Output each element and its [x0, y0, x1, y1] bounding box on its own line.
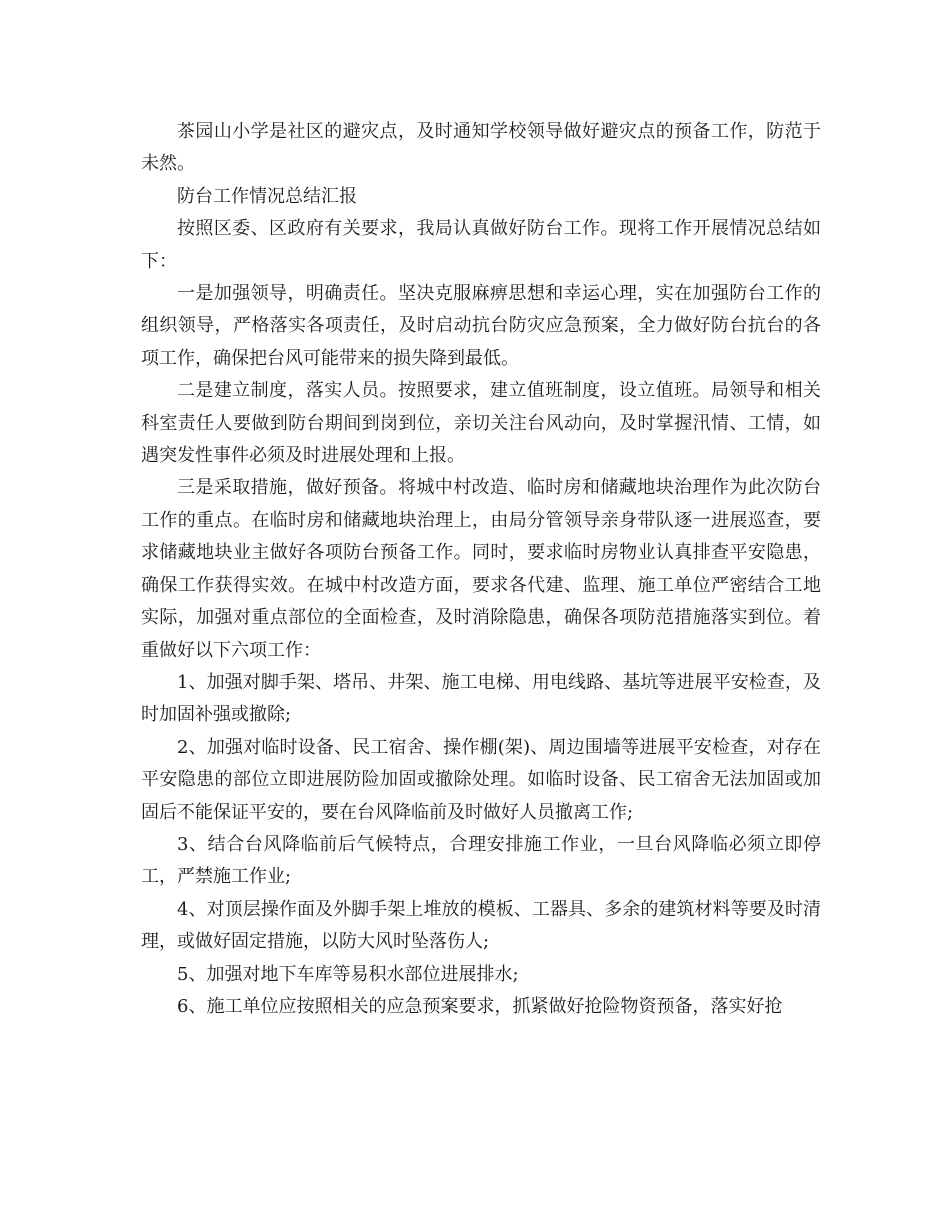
document-body [141, 116, 821, 1023]
list-item-1: 1、加强对脚手架、塔吊、井架、施工电梯、用电线路、基坑等进展平安检查，及时加固补强或撤除; [141, 671, 821, 726]
list-item-3: 3、结合台风降临前后气候特点，合理安排施工作业，一旦台风降临必须立即停工，严禁施工作业; [141, 833, 821, 888]
list-item-2: 2、加强对临时设备、民工宿舍、操作棚(架)、周边围墙等进展平安检查，对存在平安隐患的部位立即进展防险加固或撤除处理。如临时设备、民工宿舍无法加固或加固后不能保证平安的，要在台风降临前及时做好人员撤离工作; [141, 736, 821, 823]
list-item-6: 6、施工单位应按照相关的应急预案要求，抓紧做好抢险物资预备，落实好抢 [177, 995, 783, 1017]
section-title: 防台工作情况总结汇报 [177, 185, 357, 207]
paragraph-system: 二是建立制度，落实人员。按照要求，建立值班制度，设立值班。局领导和相关科室责任人要做到防台期间到岗到位，亲切关注台风动向，及时掌握汛情、工情，如遇突发性事件必须及时进展处理和上报。 [141, 380, 821, 467]
list-item-4: 4、对顶层操作面及外脚手架上堆放的模板、工器具、多余的建筑材料等要及时清理，或做好固定措施，以防大风时坠落伤人; [141, 898, 821, 953]
paragraph-measures: 三是采取措施，做好预备。将城中村改造、临时房和储藏地块治理作为此次防台工作的重点。在临时房和储藏地块治理上，由局分管领导亲身带队逐一进展巡查，要求储藏地块业主做好各项防台预备工作。同时，要求临时房物业认真排查平安隐患，确保工作获得实效。在城中村改造方面，要求各代建、监理、施工单位严密结合工地实际，加强对重点部位的全面检查，及时消除隐患，确保各项防范措施落实到位。着重做好以下六项工作： [141, 477, 821, 661]
paragraph-leadership: 一是加强领导，明确责任。坚决克服麻痹思想和幸运心理，实在加强防台工作的组织领导，严格落实各项责任，及时启动抗台防灾应急预案，全力做好防台抗台的各项工作，确保把台风可能带来的损失降到最低。 [141, 283, 821, 369]
paragraph-shelter-notice: 茶园山小学是社区的避灾点，及时通知学校领导做好避灾点的预备工作，防范于未然。 [141, 121, 821, 175]
paragraph-intro: 按照区委、区政府有关要求，我局认真做好防台工作。现将工作开展情况总结如下： [141, 218, 821, 272]
list-item-5: 5、加强对地下车库等易积水部位进展排水; [177, 963, 519, 985]
